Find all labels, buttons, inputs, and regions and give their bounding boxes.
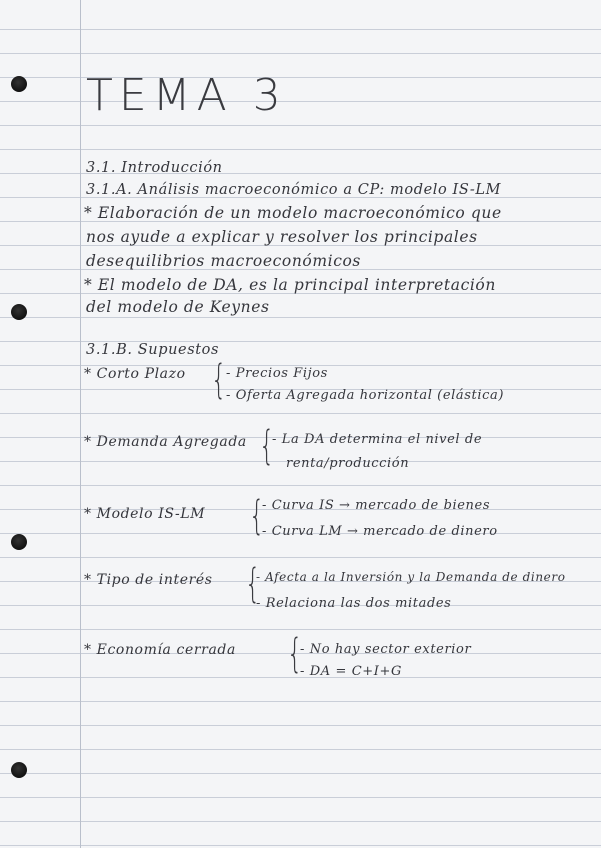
- assumption-item: - Precios Fijos: [226, 366, 328, 381]
- punch-hole: [11, 762, 27, 778]
- text-line: del modelo de Keynes: [86, 298, 270, 316]
- punch-hole: [11, 76, 27, 92]
- assumption-item: - DA = C+I+G: [300, 664, 402, 679]
- margin-line: [80, 0, 81, 848]
- brace-icon: {: [287, 631, 303, 677]
- assumption-label: * Modelo IS-LM: [84, 506, 206, 522]
- text-line: * El modelo de DA, es la principal interpretación: [84, 276, 496, 294]
- page-title: TEMA 3: [86, 70, 287, 121]
- section-heading: 3.1.A. Análisis macroeconómico a CP: modelo IS-LM: [86, 182, 502, 198]
- assumption-item: - Oferta Agregada horizontal (elástica): [226, 388, 505, 403]
- section-heading: 3.1.B. Supuestos: [86, 342, 220, 358]
- punch-hole: [11, 534, 27, 550]
- text-line: desequilibrios macroeconómicos: [86, 252, 361, 270]
- text-line: nos ayude a explicar y resolver los principales: [86, 228, 478, 246]
- assumption-item: - Curva LM → mercado de dinero: [262, 524, 498, 539]
- brace-icon: {: [211, 357, 227, 403]
- assumption-item: - No hay sector exterior: [300, 642, 472, 657]
- assumption-label: * Demanda Agregada: [84, 434, 247, 450]
- assumption-label: * Economía cerrada: [84, 642, 236, 658]
- assumption-item: renta/producción: [286, 456, 410, 471]
- section-heading: 3.1. Introducción: [86, 160, 223, 176]
- assumption-item: - Curva IS → mercado de bienes: [262, 498, 491, 513]
- brace-icon: {: [245, 561, 261, 607]
- brace-icon: {: [249, 493, 265, 539]
- brace-icon: {: [259, 423, 275, 469]
- text-line: * Elaboración de un modelo macroeconómico que: [84, 204, 502, 222]
- assumption-item: - Relaciona las dos mitades: [256, 596, 452, 611]
- punch-hole: [11, 304, 27, 320]
- assumption-label: * Corto Plazo: [84, 366, 186, 382]
- assumption-label: * Tipo de interés: [84, 572, 213, 588]
- assumption-item: - Afecta a la Inversión y la Demanda de dinero: [256, 570, 566, 584]
- assumption-item: - La DA determina el nivel de: [272, 432, 483, 447]
